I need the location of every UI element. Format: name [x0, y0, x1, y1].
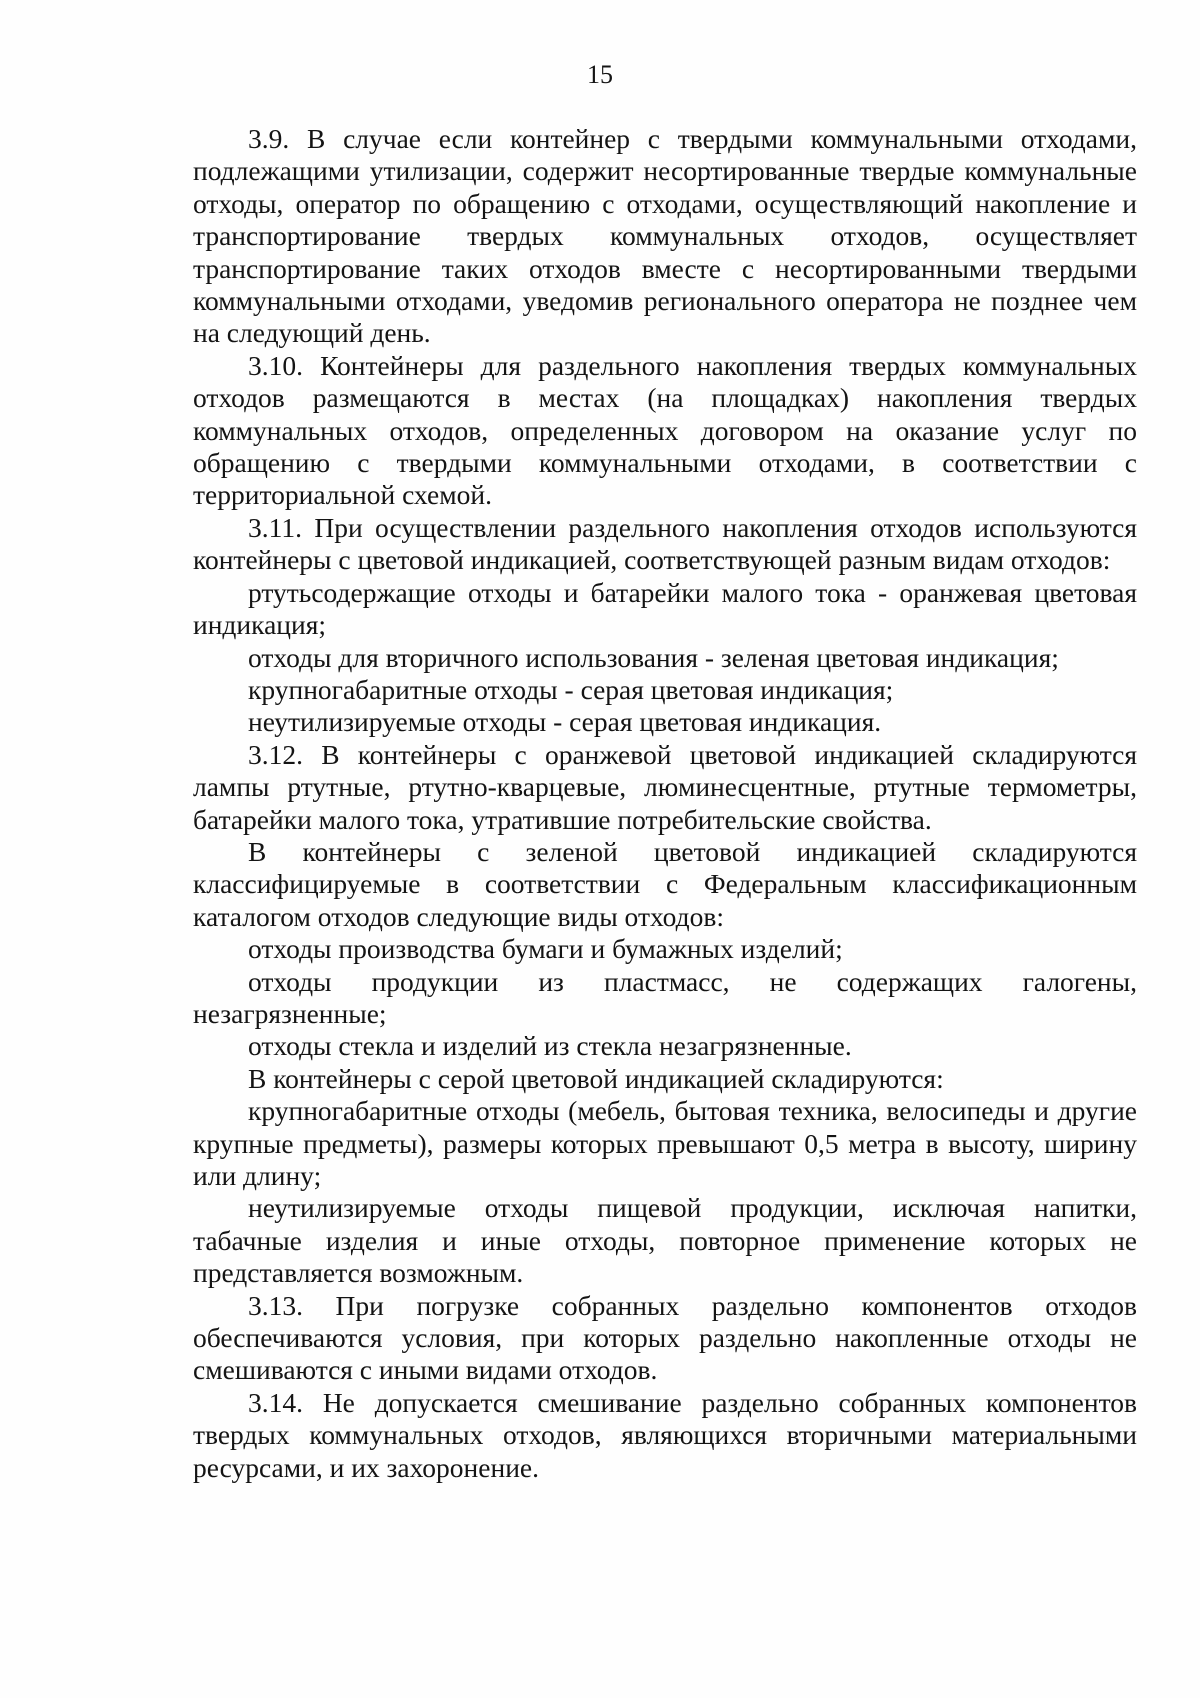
page-number: 15 — [587, 60, 613, 89]
list-item-green: отходы для вторичного использования - зеленая цветовая индикация; — [248, 641, 1059, 673]
list-item-bulky-waste: крупногабаритные отходы (мебель, бытовая техника, велосипеды и другие крупные предметы), размеры которых превышают 0,5 метра в высоту, ширину или длину; — [193, 1095, 1137, 1191]
paragraph-3-9: 3.9. В случае если контейнер с твердыми коммунальными отходами, подлежащими утилизации, содержит несортированные твердые коммунальные отходы, оператор по обращению с отходами, осуществляющий накопление и транспортирование твердых коммунальных отходов, осуществляет транспортирование таких отходов вместе с несортированными твердыми коммунальными отходами, уведомив регионального оператора не позднее чем на следующий день. — [193, 123, 1137, 349]
paragraph-gray-containers: В контейнеры с серой цветовой индикацией складируются: — [248, 1062, 944, 1094]
paragraph-3-14: 3.14. Не допускается смешивание раздельно собранных компонентов твердых коммунальных отходов, являющихся вторичными материальными ресурсами, и их захоронение. — [193, 1386, 1137, 1483]
list-item-gray-nonrecyclable: неутилизируемые отходы - серая цветовая индикация. — [248, 706, 882, 738]
paragraph-3-10: 3.10. Контейнеры для раздельного накопления твердых коммунальных отходов размещаются в местах (на площадках) накопления твердых коммунальных отходов, определенных договором на оказание услуг по обращению с твердыми коммунальными отходами, в соответствии с территориальной схемой. — [193, 349, 1137, 511]
paragraph-3-13: 3.13. При погрузке собранных раздельно компонентов отходов обеспечиваются условия, при которых раздельно накопленные отходы не смешиваются с иными видами отходов. — [193, 1289, 1137, 1386]
paragraph-green-containers: В контейнеры с зеленой цветовой индикацией складируются классифицируемые в соответствии с Федеральным классификационным каталогом отходов следующие виды отходов: — [193, 835, 1137, 932]
list-item-food-waste: неутилизируемые отходы пищевой продукции, исключая напитки, табачные изделия и иные отходы, повторное применение которых не представляется возможным. — [193, 1192, 1137, 1289]
list-item-glass: отходы стекла и изделий из стекла незагрязненные. — [248, 1030, 852, 1062]
list-item-gray-bulky: крупногабаритные отходы - серая цветовая индикация; — [248, 673, 894, 705]
list-item-paper: отходы производства бумаги и бумажных изделий; — [248, 933, 843, 965]
paragraph-3-11: 3.11. При осуществлении раздельного накопления отходов используются контейнеры с цветовой индикацией, соответствующей разным видам отходов: — [193, 511, 1137, 576]
document-body — [193, 123, 1137, 1484]
list-item-plastic: отходы продукции из пластмасс, не содержащих галогены, незагрязненные; — [193, 965, 1137, 1029]
paragraph-3-12: 3.12. В контейнеры с оранжевой цветовой индикацией складируются лампы ртутные, ртутно-кварцевые, люминесцентные, ртутные термометры, батарейки малого тока, утратившие потребительские свойства. — [193, 738, 1137, 835]
list-item-orange: ртутьсодержащие отходы и батарейки малого тока - оранжевая цветовая индикация; — [193, 576, 1137, 641]
